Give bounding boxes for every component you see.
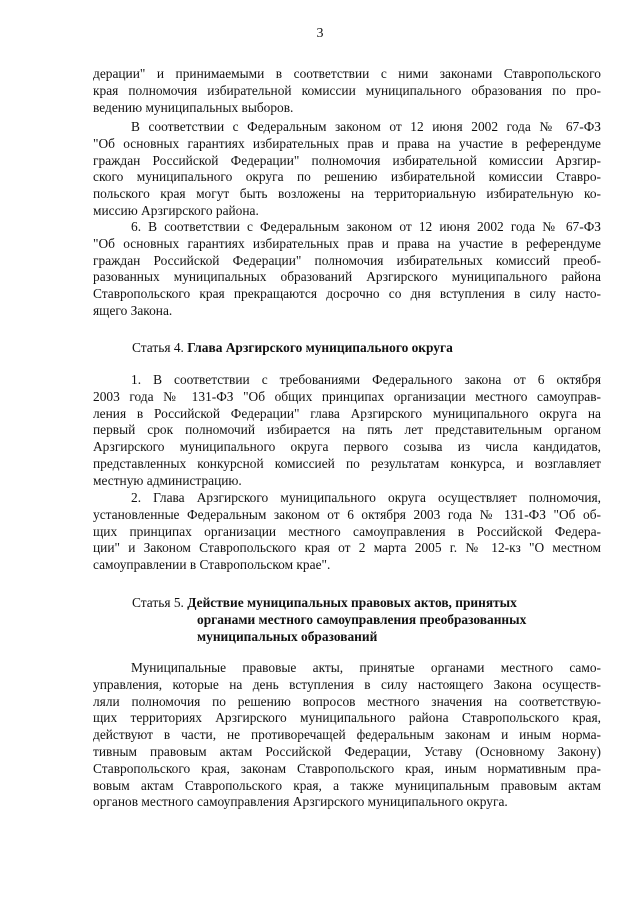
text-line: "Об основных гарантиях избирательных прав и права на участие в референдуме [93,135,601,151]
text-line: 6. В соответствии с Федеральным законом от 12 июня 2002 года № 67-ФЗ [131,219,601,234]
text-line: граждан Российской Федерации" полномочия избирательной комиссии Арзгир- [93,152,601,168]
text-line: ящего Закона. [93,302,173,318]
paragraph-continuation [93,66,601,116]
article-number: Статья 4. [132,340,184,355]
text-line: вовым актам Ставропольского края, а также муниципальным правовым актам [93,777,601,793]
text-line: действуют в части, не противоречащей федеральным законам и иным норма- [93,727,601,743]
paragraph-article5 [93,660,601,811]
article-5-heading [132,594,517,611]
text-line: ления в Российской Федерации" глава Арзгирского муниципального округа на [93,405,601,421]
text-line: 1. В соответствии с требованиями Федерального закона от 6 октября [131,372,601,387]
text-line: края полномочия избирательной комиссии муниципального образования по про- [93,82,601,98]
text-line: польского края могут быть возложены на территориальную избирательную ко- [93,186,601,202]
text-line: управления, которые на день вступления в силу настоящего Закона осуществ- [93,676,601,692]
paragraph-article4-item2 [93,490,601,574]
text-line: щих принципах организации местного самоуправления в Российской Федера- [93,523,601,539]
text-line: ции" и Законом Ставропольского края от 2 марта 2005 г. № 12-кз "О местном [93,540,601,556]
text-line: "Об основных гарантиях избирательных прав и права на участие в референдуме [93,235,601,251]
article-number: Статья 5. [132,595,184,610]
text-line: разованных муниципальных образований Арзгирского муниципального района [93,269,601,285]
text-line: органов местного самоуправления Арзгирского муниципального округа. [93,794,508,810]
text-line: Ставропольского края прекращаются досрочно со дня вступления в силу насто- [93,286,601,302]
text-line: установленные Федеральным законом от 6 октября 2003 года № 131-ФЗ "Об об- [93,506,601,522]
article-title-line: Действие муниципальных правовых актов, принятых [187,595,517,610]
text-line: ского муниципального округа по решению избирательной комиссии Ставро- [93,169,601,185]
text-line: миссию Арзгирского района. [93,202,259,218]
text-line: дерации" и принимаемыми в соответствии с ними законами Ставропольского [93,66,601,81]
paragraph-commission-powers [93,119,601,220]
text-line: граждан Российской Федерации" полномочия избирательных комиссий преоб- [93,252,601,268]
text-line: В соответствии с Федеральным законом от 12 июня 2002 года № 67-ФЗ [131,119,601,134]
text-line: тивным правовым актам Российской Федерации, Уставу (Основному Закону) [93,743,601,759]
article-title: Глава Арзгирского муниципального округа [187,340,453,355]
article-title-line: органами местного самоуправления преобразованных [197,612,527,627]
paragraph-article4-item1 [93,372,601,490]
text-line: представленных конкурсной комиссией по результатам конкурса, и возглавляет [93,455,601,471]
text-line: первый срок полномочий избирается на пять лет представительным органом [93,422,601,438]
text-line: местную администрацию. [93,472,242,488]
text-line: Ставропольского края, законам Ставропольского края, иным нормативным пра- [93,760,601,776]
text-line: Арзгирского муниципального округа первого созыва из числа кандидатов, [93,439,601,455]
text-line: 2. Глава Арзгирского муниципального округа осуществляет полномочия, [131,490,601,505]
text-line: щих территориях Арзгирского муниципального района Ставропольского края, [93,710,601,726]
article-title-line: муниципальных образований [197,629,378,644]
text-line: ведению муниципальных выборов. [93,99,294,115]
page-number: 3 [316,26,324,41]
text-line: 2003 года № 131-ФЗ "Об общих принципах организации местного самоуправ- [93,388,601,404]
article-4-heading [132,339,453,356]
text-line: Муниципальные правовые акты, принятые органами местного само- [131,660,601,675]
text-line: ляли полномочия по решению вопросов местного значения на соответствую- [93,693,601,709]
text-line: самоуправлении в Ставропольском крае". [93,557,331,573]
paragraph-item-6 [93,219,601,320]
